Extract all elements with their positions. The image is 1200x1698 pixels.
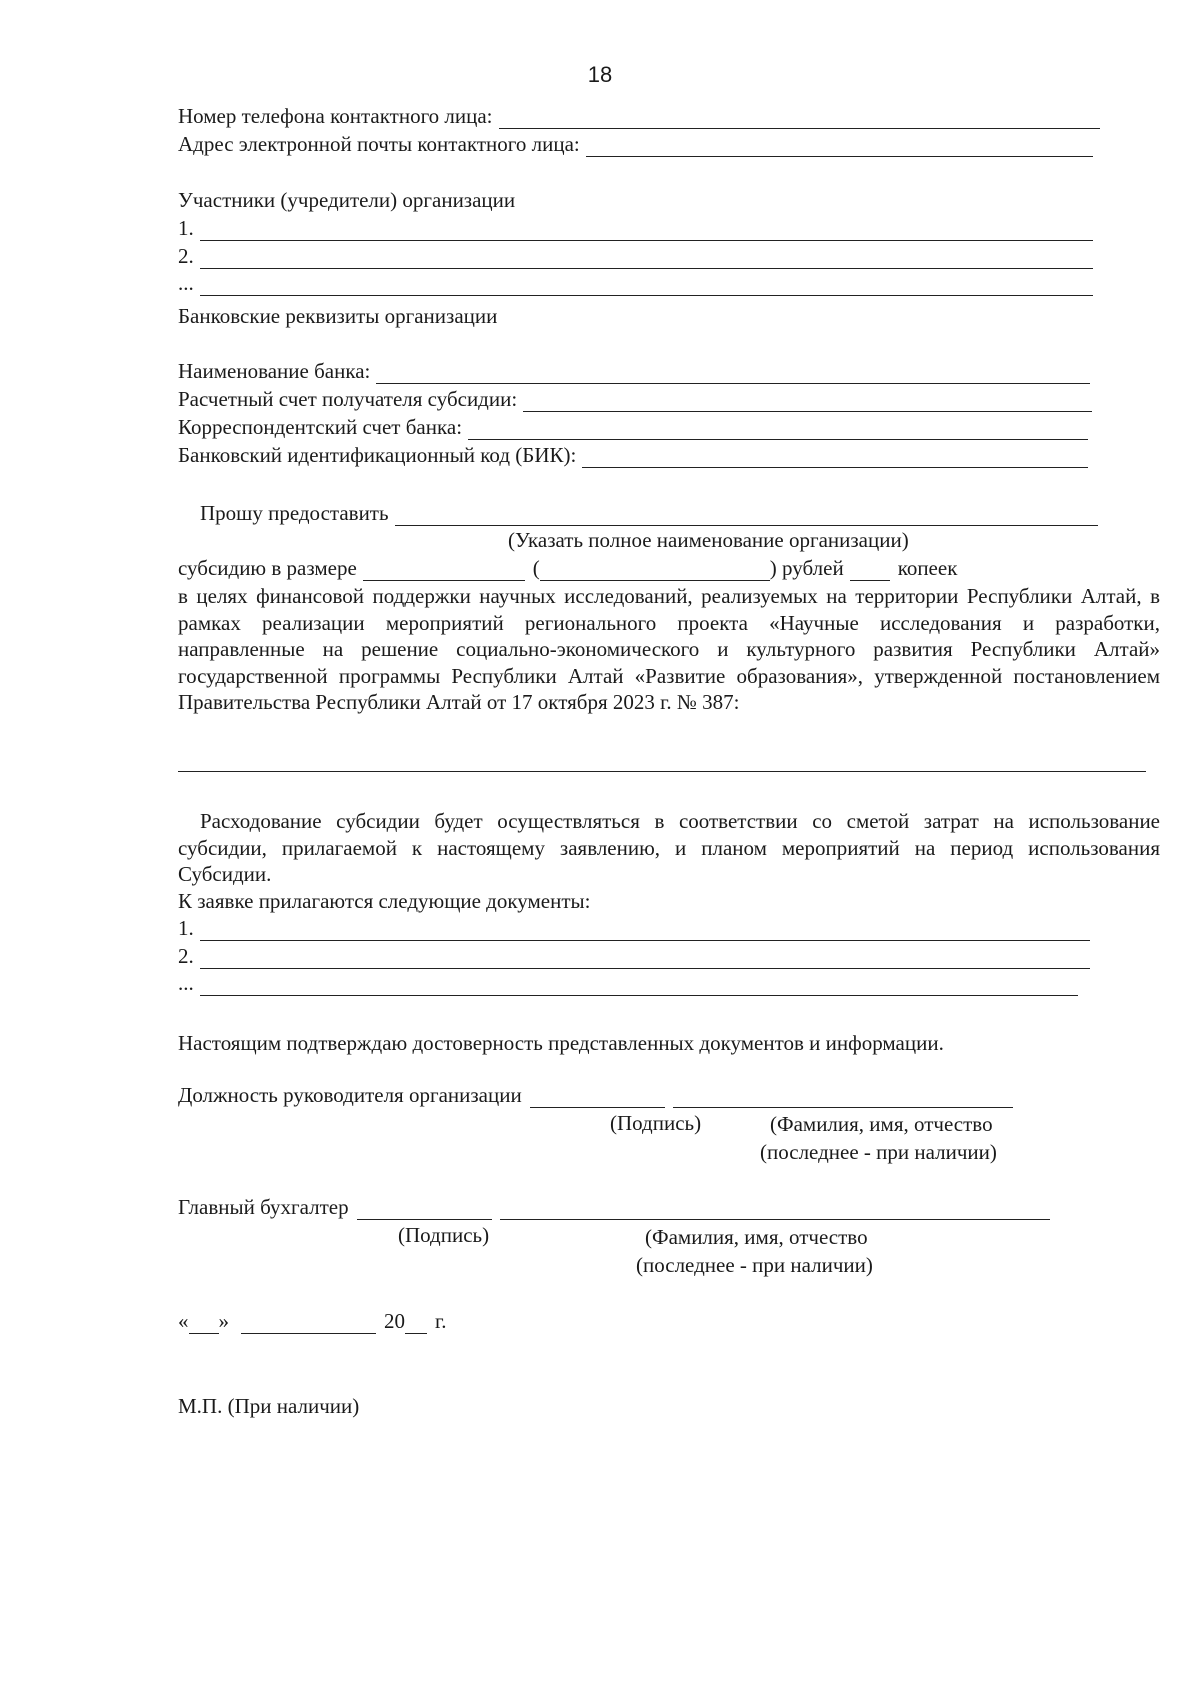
doc-ellipsis: ...: [178, 971, 194, 995]
amount-prefix: субсидию в размере: [178, 556, 357, 580]
doc-line-1[interactable]: [200, 922, 1090, 941]
founder-line-1[interactable]: [200, 222, 1093, 241]
stamp-note: М.П. (При наличии): [178, 1394, 360, 1418]
doc-item-1[interactable]: [178, 915, 1090, 941]
request-prefix: Прошу предоставить: [200, 501, 389, 525]
purpose-paragraph: в целях финансовой поддержки научных исследований, реализуемых на территории Республики Алтай, в рамках реализации мероприятий регионального проекта «Научные исследования и разработки, направленные на решение социально-экономического и культурного развития Республики Алтай» государственной программы Республики Алтай «Развитие образования», утвержденной постановлением Правительства Республики Алтай от 17 октября 2023 г. № 387:: [178, 584, 1160, 714]
amount-figures-line[interactable]: [363, 562, 525, 581]
org-hint: (Указать полное наименование организации): [508, 528, 909, 552]
date-year-suffix: г.: [435, 1309, 447, 1333]
request-field[interactable]: [200, 500, 1098, 526]
founder-number-2: 2.: [178, 244, 194, 268]
head-sign-hint: (Подпись): [610, 1111, 702, 1135]
organization-name-line[interactable]: [395, 507, 1098, 526]
phone-field[interactable]: [178, 103, 1100, 129]
corr-account-field[interactable]: [178, 414, 1088, 440]
account-field[interactable]: [178, 386, 1092, 412]
doc-line-3[interactable]: [200, 977, 1078, 996]
date-day-line[interactable]: [189, 1315, 219, 1334]
head-name-hint-1: (Фамилия, имя, отчество: [770, 1112, 993, 1136]
paren-open: (: [532, 556, 540, 580]
accountant-sign-hint: (Подпись): [398, 1223, 490, 1247]
founder-number-1: 1.: [178, 216, 194, 240]
bank-name-line[interactable]: [376, 365, 1090, 384]
accountant-signature-line[interactable]: [357, 1201, 492, 1220]
amount-words-line[interactable]: [540, 562, 770, 581]
doc-line-2[interactable]: [200, 950, 1090, 969]
phone-line[interactable]: [499, 110, 1100, 129]
bank-name-label: Наименование банка:: [178, 359, 371, 383]
email-label: Адрес электронной почты контактного лица:: [178, 132, 580, 156]
spending-paragraph: Расходование субсидии будет осуществляться в соответствии со сметой затрат на использование субсидии, прилагаемой к настоящему заявлению, и планом мероприятий на период использования Субсидии.: [178, 809, 1160, 886]
bank-heading: Банковские реквизиты организации: [178, 304, 498, 328]
founder-item-1[interactable]: [178, 215, 1093, 241]
doc-item-2[interactable]: [178, 943, 1090, 969]
head-signature-row: [178, 1082, 1013, 1108]
founders-heading: Участники (учредители) организации: [178, 188, 516, 212]
date-close-quote: »: [218, 1309, 229, 1333]
bank-name-field[interactable]: [178, 358, 1090, 384]
bik-field[interactable]: [178, 442, 1088, 468]
account-line[interactable]: [523, 393, 1092, 412]
corr-account-label: Корреспондентский счет банка:: [178, 415, 463, 439]
date-year-prefix: 20: [384, 1309, 405, 1333]
bik-label: Банковский идентификационный код (БИК):: [178, 443, 577, 467]
founder-ellipsis: ...: [178, 271, 194, 295]
page-number: 18: [587, 62, 613, 87]
purpose-line[interactable]: [178, 771, 1146, 772]
email-field[interactable]: [178, 131, 1093, 157]
head-name-hint-2: (последнее - при наличии): [760, 1140, 997, 1164]
kopecks-line[interactable]: [850, 562, 890, 581]
founder-line-2[interactable]: [200, 250, 1093, 269]
bik-line[interactable]: [582, 449, 1088, 468]
date-month-line[interactable]: [241, 1315, 376, 1334]
accountant-name-hint-2: (последнее - при наличии): [636, 1253, 873, 1277]
head-signature-line[interactable]: [530, 1089, 665, 1108]
accountant-fullname-line[interactable]: [500, 1201, 1050, 1220]
doc-number-2: 2.: [178, 944, 194, 968]
founder-item-2[interactable]: [178, 243, 1093, 269]
phone-label: Номер телефона контактного лица:: [178, 104, 493, 128]
head-fullname-line[interactable]: [673, 1089, 1013, 1108]
date-open-quote: «: [178, 1309, 189, 1333]
rubles-label: ) рублей: [769, 556, 844, 580]
corr-account-line[interactable]: [468, 421, 1088, 440]
date-year-line[interactable]: [405, 1315, 427, 1334]
amount-row: [178, 555, 957, 581]
kopecks-label: копеек: [897, 556, 958, 580]
accountant-name-hint-1: (Фамилия, имя, отчество: [645, 1225, 868, 1249]
head-label: Должность руководителя организации: [178, 1083, 522, 1107]
email-line[interactable]: [586, 138, 1093, 157]
founder-item-more[interactable]: [178, 270, 1093, 296]
founder-line-3[interactable]: [200, 277, 1093, 296]
date-row: [178, 1308, 447, 1334]
docs-label: К заявке прилагаются следующие документы:: [178, 889, 591, 913]
accountant-signature-row: [178, 1194, 1050, 1220]
doc-number-1: 1.: [178, 916, 194, 940]
accountant-label: Главный бухгалтер: [178, 1195, 349, 1219]
account-label: Расчетный счет получателя субсидии:: [178, 387, 518, 411]
confirm-text: Настоящим подтверждаю достоверность представленных документов и информации.: [178, 1031, 944, 1055]
doc-item-more[interactable]: [178, 970, 1078, 996]
